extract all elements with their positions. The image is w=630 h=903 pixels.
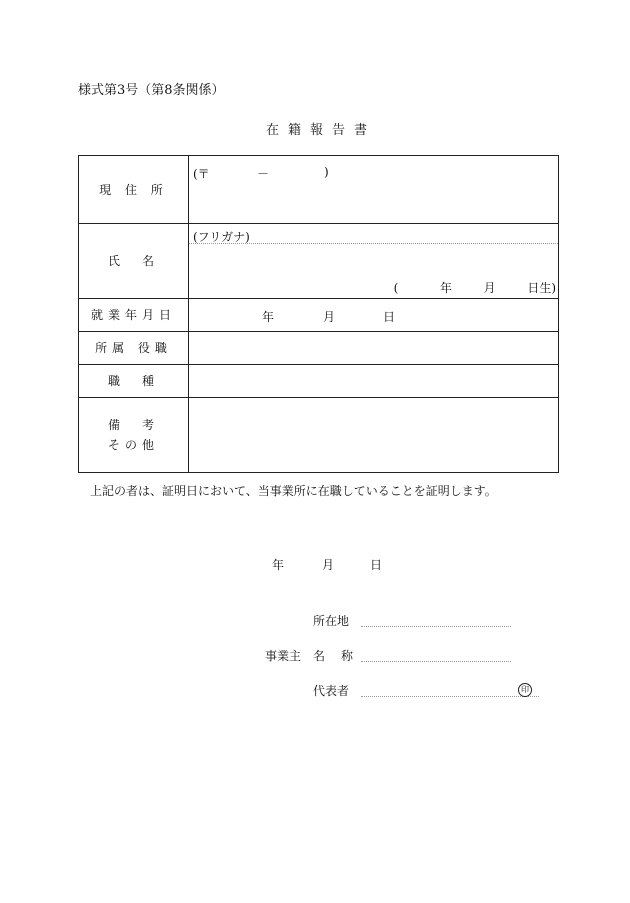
document-title: 在籍報告書 (266, 123, 377, 138)
job-type-field[interactable] (189, 365, 559, 398)
company-name-field[interactable] (361, 661, 511, 662)
issue-month: 月 (322, 558, 335, 572)
job-type-row (79, 365, 559, 398)
position-row (79, 332, 559, 365)
postal-dash: － (257, 167, 270, 181)
employment-year: 年 (262, 310, 275, 324)
birth-day: 日生) (527, 281, 556, 295)
employment-date-label: 就業年月日 (79, 299, 189, 332)
location-field[interactable] (361, 626, 511, 627)
address-field[interactable] (189, 156, 559, 224)
birth-year: 年 (439, 281, 452, 295)
birth-month: 月 (483, 281, 496, 295)
remarks-field[interactable] (189, 398, 559, 473)
postal-close: ) (324, 165, 329, 179)
name-label: 氏 名 (79, 224, 189, 299)
name-row (79, 224, 559, 299)
furigana-divider (189, 243, 558, 244)
representative-field[interactable] (361, 696, 539, 697)
address-row (79, 156, 559, 224)
certification-statement: 上記の者は、証明日において、当事業所に在職していることを証明します。 (90, 484, 497, 498)
birth-open: ( (393, 281, 399, 295)
employment-day: 日 (383, 310, 396, 324)
employer-label: 事業主 (265, 649, 302, 663)
employment-date-field[interactable] (189, 299, 559, 332)
address-label: 現 住 所 (79, 156, 189, 224)
representative-label: 代表者 (313, 684, 350, 698)
form-number: 様式第3号（第8条関係） (78, 83, 225, 98)
remarks-row (79, 398, 559, 473)
location-label: 所在地 (313, 614, 350, 628)
remarks-label (79, 398, 189, 473)
name-field[interactable] (189, 224, 559, 299)
issue-year: 年 (272, 558, 285, 572)
company-name-label: 名 称 (313, 649, 356, 663)
birth-date (394, 279, 556, 296)
postal-open: (〒 (193, 167, 210, 181)
employment-date-row (79, 299, 559, 332)
position-field[interactable] (189, 332, 559, 365)
job-type-label: 職 種 (79, 365, 189, 398)
seal-mark: 印 (518, 683, 532, 697)
employment-month: 月 (323, 310, 336, 324)
remarks-label-line1: 備 考 (107, 418, 159, 432)
furigana-label: (フリガナ) (193, 230, 250, 244)
issue-day: 日 (370, 558, 383, 572)
report-form-table (78, 155, 559, 473)
postal-code (193, 165, 329, 182)
remarks-label-line2: その他 (107, 438, 159, 452)
position-label: 所属 役職 (79, 332, 189, 365)
